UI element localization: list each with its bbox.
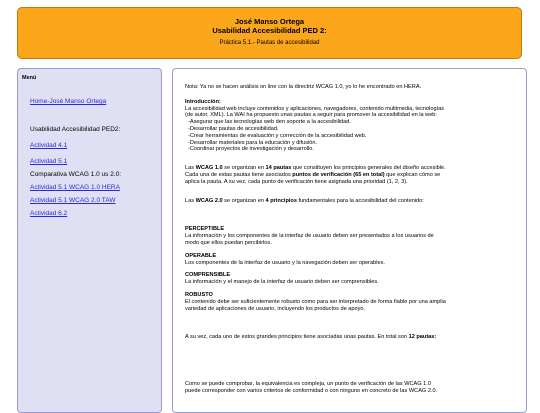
wcag1-paragraph-line: Cada una de estas pautas tiene asociados puntos de verificación (65 en total) que explican cómo se <box>185 171 441 178</box>
principle-title: ROBUSTO <box>185 291 213 298</box>
link-actividad-6-2[interactable]: Actividad 6.2 <box>30 210 68 217</box>
intro-list-item: -Crear herramientas de evaluación y corrección de la accesibilidad web. <box>188 132 367 139</box>
link-actividad-5-1[interactable]: Actividad 5.1 <box>30 158 68 165</box>
principle-text: La información y los componentes de la interfaz de usuario deben ser presentados a los usuarios de <box>185 233 434 240</box>
note-text: Nota: Ya no se hacen análisis on line con la directriz WCAG 1.0, yo lo he encontrado en HERA. <box>185 84 422 90</box>
author-title: José Manso Ortega <box>234 17 305 26</box>
intro-title: Introducción: <box>185 98 221 105</box>
principle-title: COMPRENSIBLE <box>185 272 231 279</box>
intro-line: (de autor, XML). La WAI ha propuesto unas pautas a seguir para promover la accesibilidad en la web: <box>185 112 437 119</box>
page-header <box>17 7 522 59</box>
intro-list-item: -Desarrollar pautas de accesibilidad. <box>188 125 279 132</box>
principle-text: Los componentes de la interfaz de usuario y la navegación deben ser operables. <box>185 259 385 266</box>
principle-text: La información y el manejo de la interfaz de usuario deben ser comprensibles. <box>185 279 379 286</box>
intro-list-item: -Coordinar proyectos de investigación y desarrollo. <box>188 146 314 153</box>
wcag2-paragraph: Las WCAG 2.0 se organizan en 4 principios fundamentales para la accesibilidad del contenido: <box>185 197 424 204</box>
intro-line: La accesibilidad web incluye contenidos y aplicaciones, navegadores, contenido multimedia, tecnologías <box>185 105 445 112</box>
link-wcag1-hera[interactable]: Actividad 5.1 WCAG 1.0 HERA <box>30 184 120 191</box>
page-subtitle: Práctica 5.1.- Pautas de accesibilidad <box>219 40 320 46</box>
principle-title: OPERABLE <box>185 252 217 259</box>
principle-text: modo que ellos puedan percibirlos. <box>185 239 272 246</box>
link-actividad-4-1[interactable]: Actividad 4.1 <box>30 142 68 149</box>
wcag1-paragraph-line: aplica la pauta. A su vez, cada punto de verificación tiene asignada una prioridad (1, 2, 3). <box>185 178 408 185</box>
intro-list-item: -Desarrollar materiales para la educación y difusión. <box>188 139 318 146</box>
pautas-paragraph: A su vez, cada uno de estos grandes principios tiene asociadas unas pautas. En total son 12 pautas: <box>185 334 437 341</box>
closing-line: Como se puede comprobar, la equivalencia es compleja, un punto de verificación de las WCAG 1.0 <box>185 381 431 388</box>
section-label: Usabilidad Accesibilidad PED2: <box>30 126 121 133</box>
menu-title: Menú <box>22 75 37 81</box>
course-title: Usabilidad Accesibilidad PED 2: <box>212 26 327 35</box>
principle-text: variedad de aplicaciones de usuario, incluyendo los productos de apoyo. <box>185 305 366 312</box>
closing-line: puede corresponder con varios criterios de conformidad o con ninguno en concreto de las WCAG 2.0. <box>185 387 438 394</box>
intro-list-item: -Asegurar que las tecnologías web den soporte a la accesibilidad. <box>188 119 351 126</box>
link-wcag2-taw[interactable]: Actividad 5.1 WCAG 2.0 TAW <box>30 197 116 204</box>
principle-text: El contenido debe ser suficientemente robusto como para ser interpretado de forma fiable por una amplia <box>185 298 446 305</box>
principle-title: PERCEPTIBLE <box>185 226 225 233</box>
main-content <box>172 68 527 413</box>
sidebar-menu <box>17 68 162 413</box>
compare-label: Comparativa WCAG 1.0 us 2.0: <box>30 171 122 178</box>
wcag1-paragraph: Las WCAG 1.0 se organizan en 14 pautas que constituyen los principios generales del diseño accesible. <box>185 165 446 172</box>
home-link[interactable]: Home-José Manso Ortega <box>30 98 107 105</box>
